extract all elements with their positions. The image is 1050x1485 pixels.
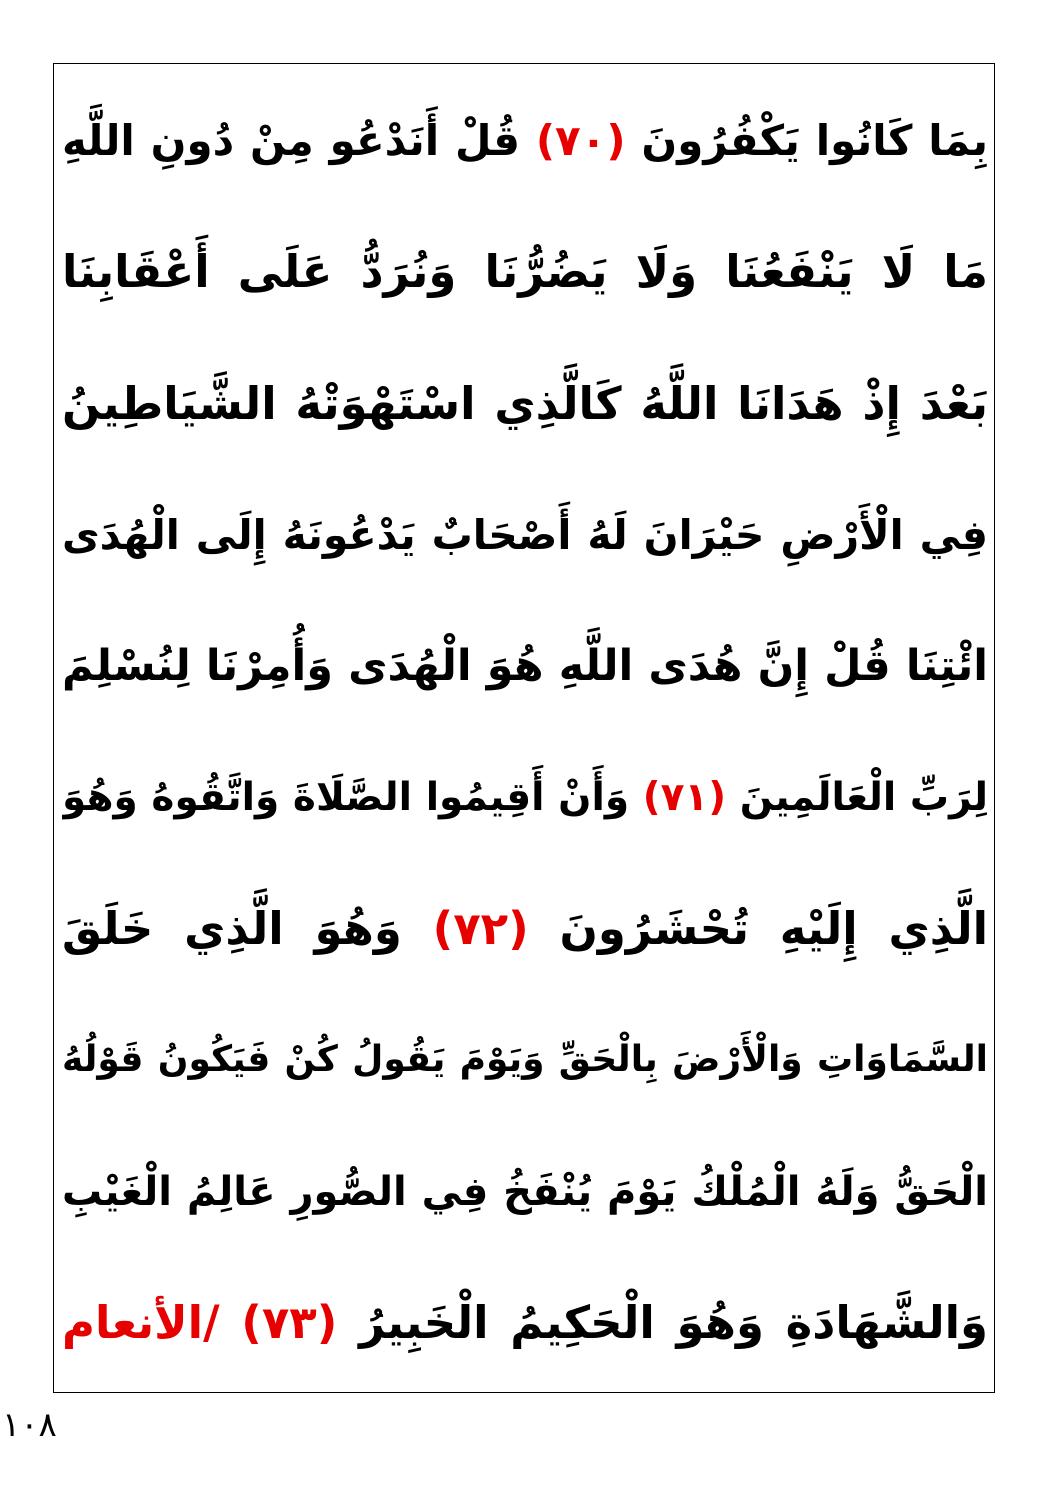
text-line-6 — [62, 739, 988, 857]
line-6-text-a: لِرَبِّ الْعَالَمِينَ — [739, 774, 988, 820]
line-1-text-b: قُلْ أَنَدْعُو مِنْ دُونِ اللَّهِ — [62, 116, 520, 165]
verse-number-71: (٧١) — [629, 774, 740, 820]
line-5-text: ائْتِنَا قُلْ إِنَّ هُدَى اللَّهِ هُوَ الْهُدَى وَأُمِرْنَا لِنُسْلِمَ — [62, 641, 988, 692]
line-10-text-a: وَالشَّهَادَةِ وَهُوَ الْحَكِيمُ الْخَبِيرُ — [359, 1295, 988, 1349]
line-1-text-a: بِمَا كَانُوا يَكْفُرُونَ — [641, 116, 988, 165]
line-7-text-a: الَّذِي إِلَيْهِ تُحْشَرُونَ — [559, 901, 988, 955]
line-6-text-b: وَأَنْ أَقِيمُوا الصَّلَاةَ وَاتَّقُوهُ وَهُوَ — [62, 774, 630, 820]
text-line-1 — [62, 82, 988, 200]
line-3-text: بَعْدَ إِذْ هَدَانَا اللَّهُ كَالَّذِي اسْتَهْوَتْهُ الشَّيَاطِينُ — [62, 376, 988, 430]
line-4-text: فِي الْأَرْضِ حَيْرَانَ لَهُ أَصْحَابٌ يَدْعُونَهُ إِلَى الْهُدَى — [62, 510, 988, 559]
text-line-4 — [62, 476, 988, 594]
verse-text — [62, 82, 988, 1382]
text-line-5 — [62, 607, 988, 725]
line-8-text: السَّمَاوَاتِ وَالْأَرْضَ بِالْحَقِّ وَيَوْمَ يَقُولُ كُنْ فَيَكُونُ قَوْلُهُ — [62, 1039, 988, 1081]
text-line-8 — [62, 1001, 988, 1119]
line-2-text: مَا لَا يَنْفَعُنَا وَلَا يَضُرُّنَا وَنُرَدُّ عَلَى أَعْقَابِنَا — [62, 245, 988, 299]
verse-number-72: (٧٢) — [401, 901, 560, 955]
text-line-3 — [62, 345, 988, 463]
text-line-2 — [62, 213, 988, 331]
page-number: ١٠٨ — [2, 1405, 57, 1445]
line-7-text-b: وَهُوَ الَّذِي خَلَقَ — [62, 901, 402, 955]
line-9-text: الْحَقُّ وَلَهُ الْمُلْكُ يَوْمَ يُنْفَخُ فِي الصُّورِ عَالِمُ الْغَيْبِ — [62, 1168, 988, 1215]
verse-number-73-surah-name: (٧٣) /الأنعام — [62, 1295, 360, 1349]
verse-number-70: (٧٠) — [519, 116, 642, 165]
text-line-7 — [62, 870, 988, 988]
text-line-9 — [62, 1133, 988, 1251]
text-line-10 — [62, 1264, 988, 1382]
